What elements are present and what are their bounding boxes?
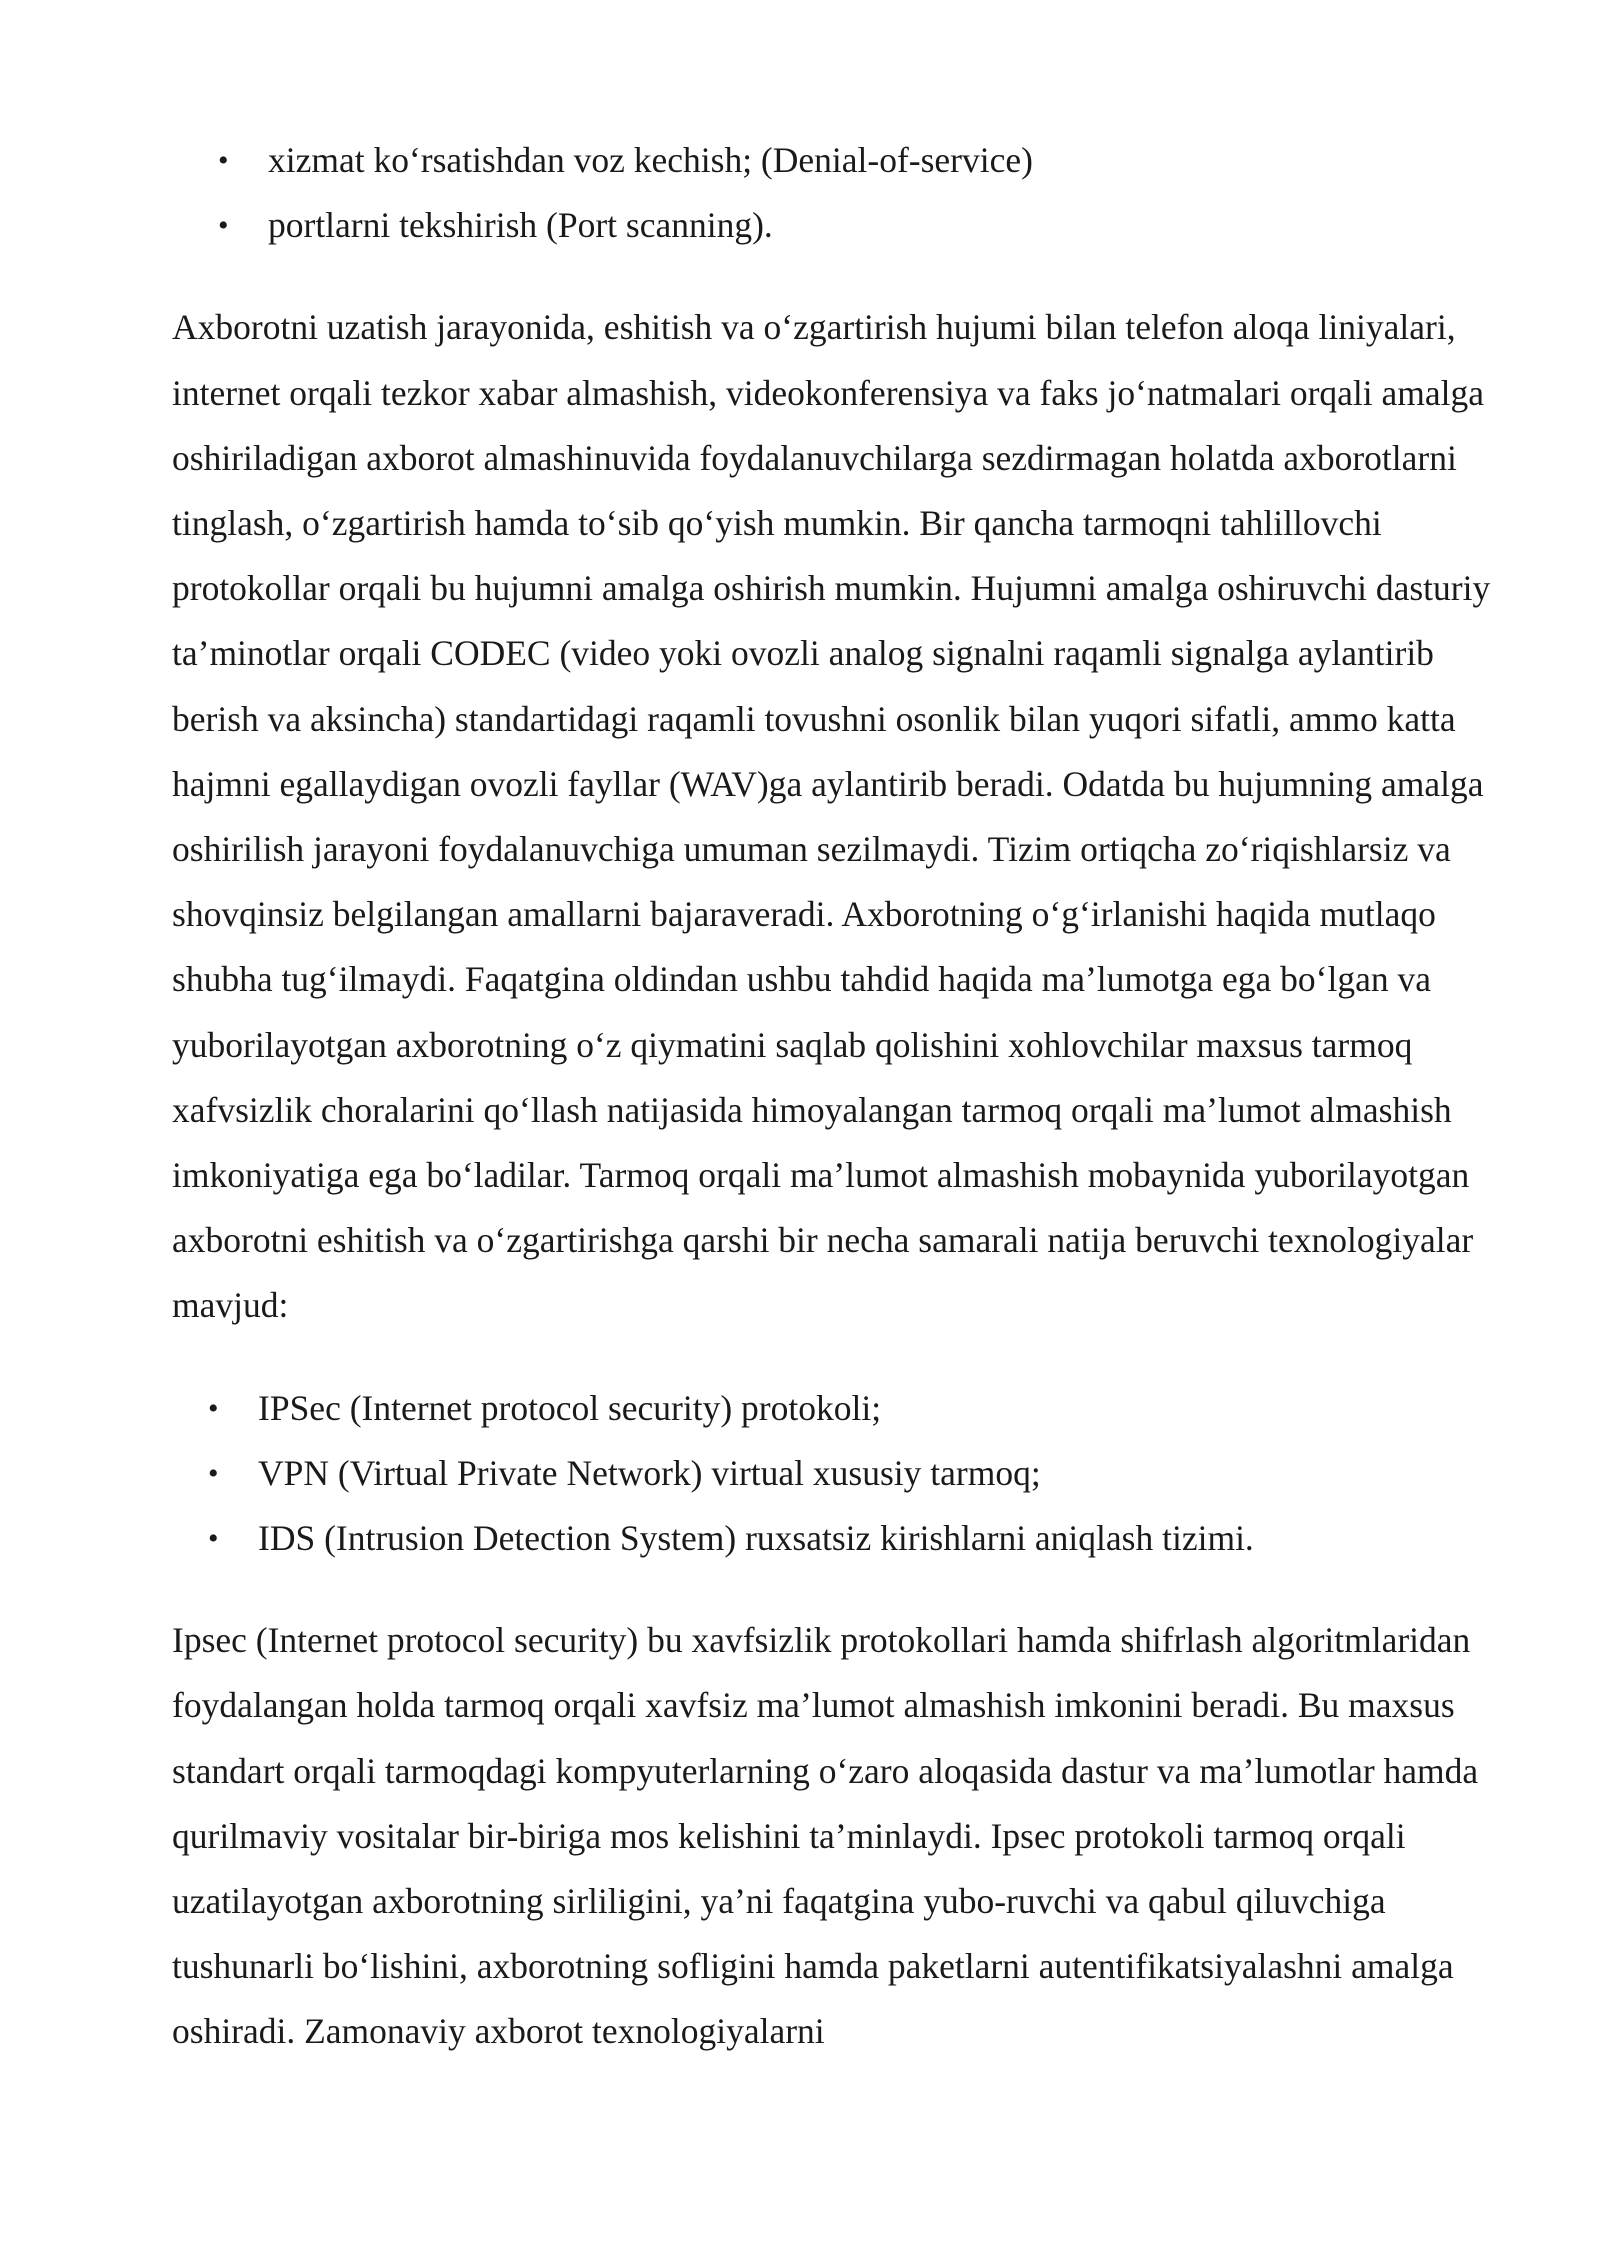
- list-item: [172, 193, 1512, 258]
- paragraph-eavesdropping: Axborotni uzatish jarayonida, eshitish va o‘zgartirish hujumi bilan telefon aloqa liniyalari, internet orqali tezkor xabar almashish, videokonferensiya va faks jo‘natmalari orqali amalga oshiriladigan axborot almashinuvida foydalanuvchilarga sezdirmagan holatda axborotlarni tinglash, o‘zgartirish hamda to‘sib qo‘yish mumkin. Bir qancha tarmoqni tahlillovchi protokollar orqali bu hujumni amalga oshirish mumkin. Hujumni amalga oshiruvchi dasturiy ta’minotlar orqali CODEC (video yoki ovozli analog signalni raqamli signalga aylantirib berish va aksincha) standartidagi raqamli tovushni osonlik bilan yuqori sifatli, ammo katta hajmni egallaydigan ovozli fayllar (WAV)ga aylantirib beradi. Odatda bu hujumning amalga oshirilish jarayoni foydalanuvchiga umuman sezilmaydi. Tizim ortiqcha zo‘riqishlarsiz va shovqinsiz belgilangan amallarni bajaraveradi. Axborotning o‘g‘irlanishi haqida mutlaqo shubha tug‘ilmaydi. Faqatgina oldindan ushbu tahdid haqida ma’lumotga ega bo‘lgan va yuborilayotgan axborotning o‘z qiymatini saqlab qolishini xohlovchilar maxsus tarmoq xafvsizlik choralarini qo‘llash natijasida himoyalangan tarmoq orqali ma’lumot almashish imkoniyatiga ega bo‘ladilar. Tarmoq orqali ma’lumot almashish mobaynida yuborilayotgan axborotni eshitish va o‘zgartirishga qarshi bir necha samarali natija beruvchi texnologiyalar mavjud:: [172, 307, 1491, 1326]
- list-item: [172, 128, 1512, 193]
- technologies-list: [172, 1376, 1512, 1572]
- document-page: [172, 128, 1512, 2065]
- bullet-icon: •: [208, 1522, 219, 1556]
- list-item: [172, 1441, 1512, 1506]
- paragraph-ipsec: Ipsec (Internet protocol security) bu xavfsizlik protokollari hamda shifrlash algoritmlaridan foydalangan holda tarmoq orqali xavfsiz ma’lumot almashish imkonini beradi. Bu maxsus standart orqali tarmoqdagi kompyuterlarning o‘zaro aloqasida dastur va ma’lumotlar hamda qurilmaviy vositalar bir-biriga mos kelishini ta’minlaydi. Ipsec protokoli tarmoq orqali uzatilayotgan axborotning sirliligini, ya’ni faqatgina yubo-ruvchi va qabul qiluvchiga tushunarli bo‘lishini, axborotning sofligini hamda paketlarni autentifikatsiyalashni amalga oshiradi. Zamonaviy axborot texnologiyalarni: [172, 1620, 1479, 2052]
- bullet-icon: •: [208, 1456, 219, 1490]
- list-item: [172, 1376, 1512, 1441]
- list-item-text: portlarni tekshirish (Port scanning).: [268, 205, 773, 246]
- attack-types-list: [172, 128, 1512, 258]
- bullet-icon: •: [208, 1391, 219, 1425]
- bullet-icon: •: [218, 209, 229, 243]
- bullet-icon: •: [218, 144, 229, 177]
- list-item-text: VPN (Virtual Private Network) virtual xususiy tarmoq;: [258, 1452, 1041, 1493]
- list-item-text: IDS (Intrusion Detection System) ruxsatsiz kirishlarni aniqlash tizimi.: [258, 1518, 1254, 1559]
- list-item-text: IPSec (Internet protocol security) protokoli;: [258, 1387, 882, 1428]
- list-item-text: xizmat ko‘rsatishdan voz kechish; (Denial-of-service): [268, 140, 1033, 180]
- list-item: [172, 1506, 1512, 1571]
